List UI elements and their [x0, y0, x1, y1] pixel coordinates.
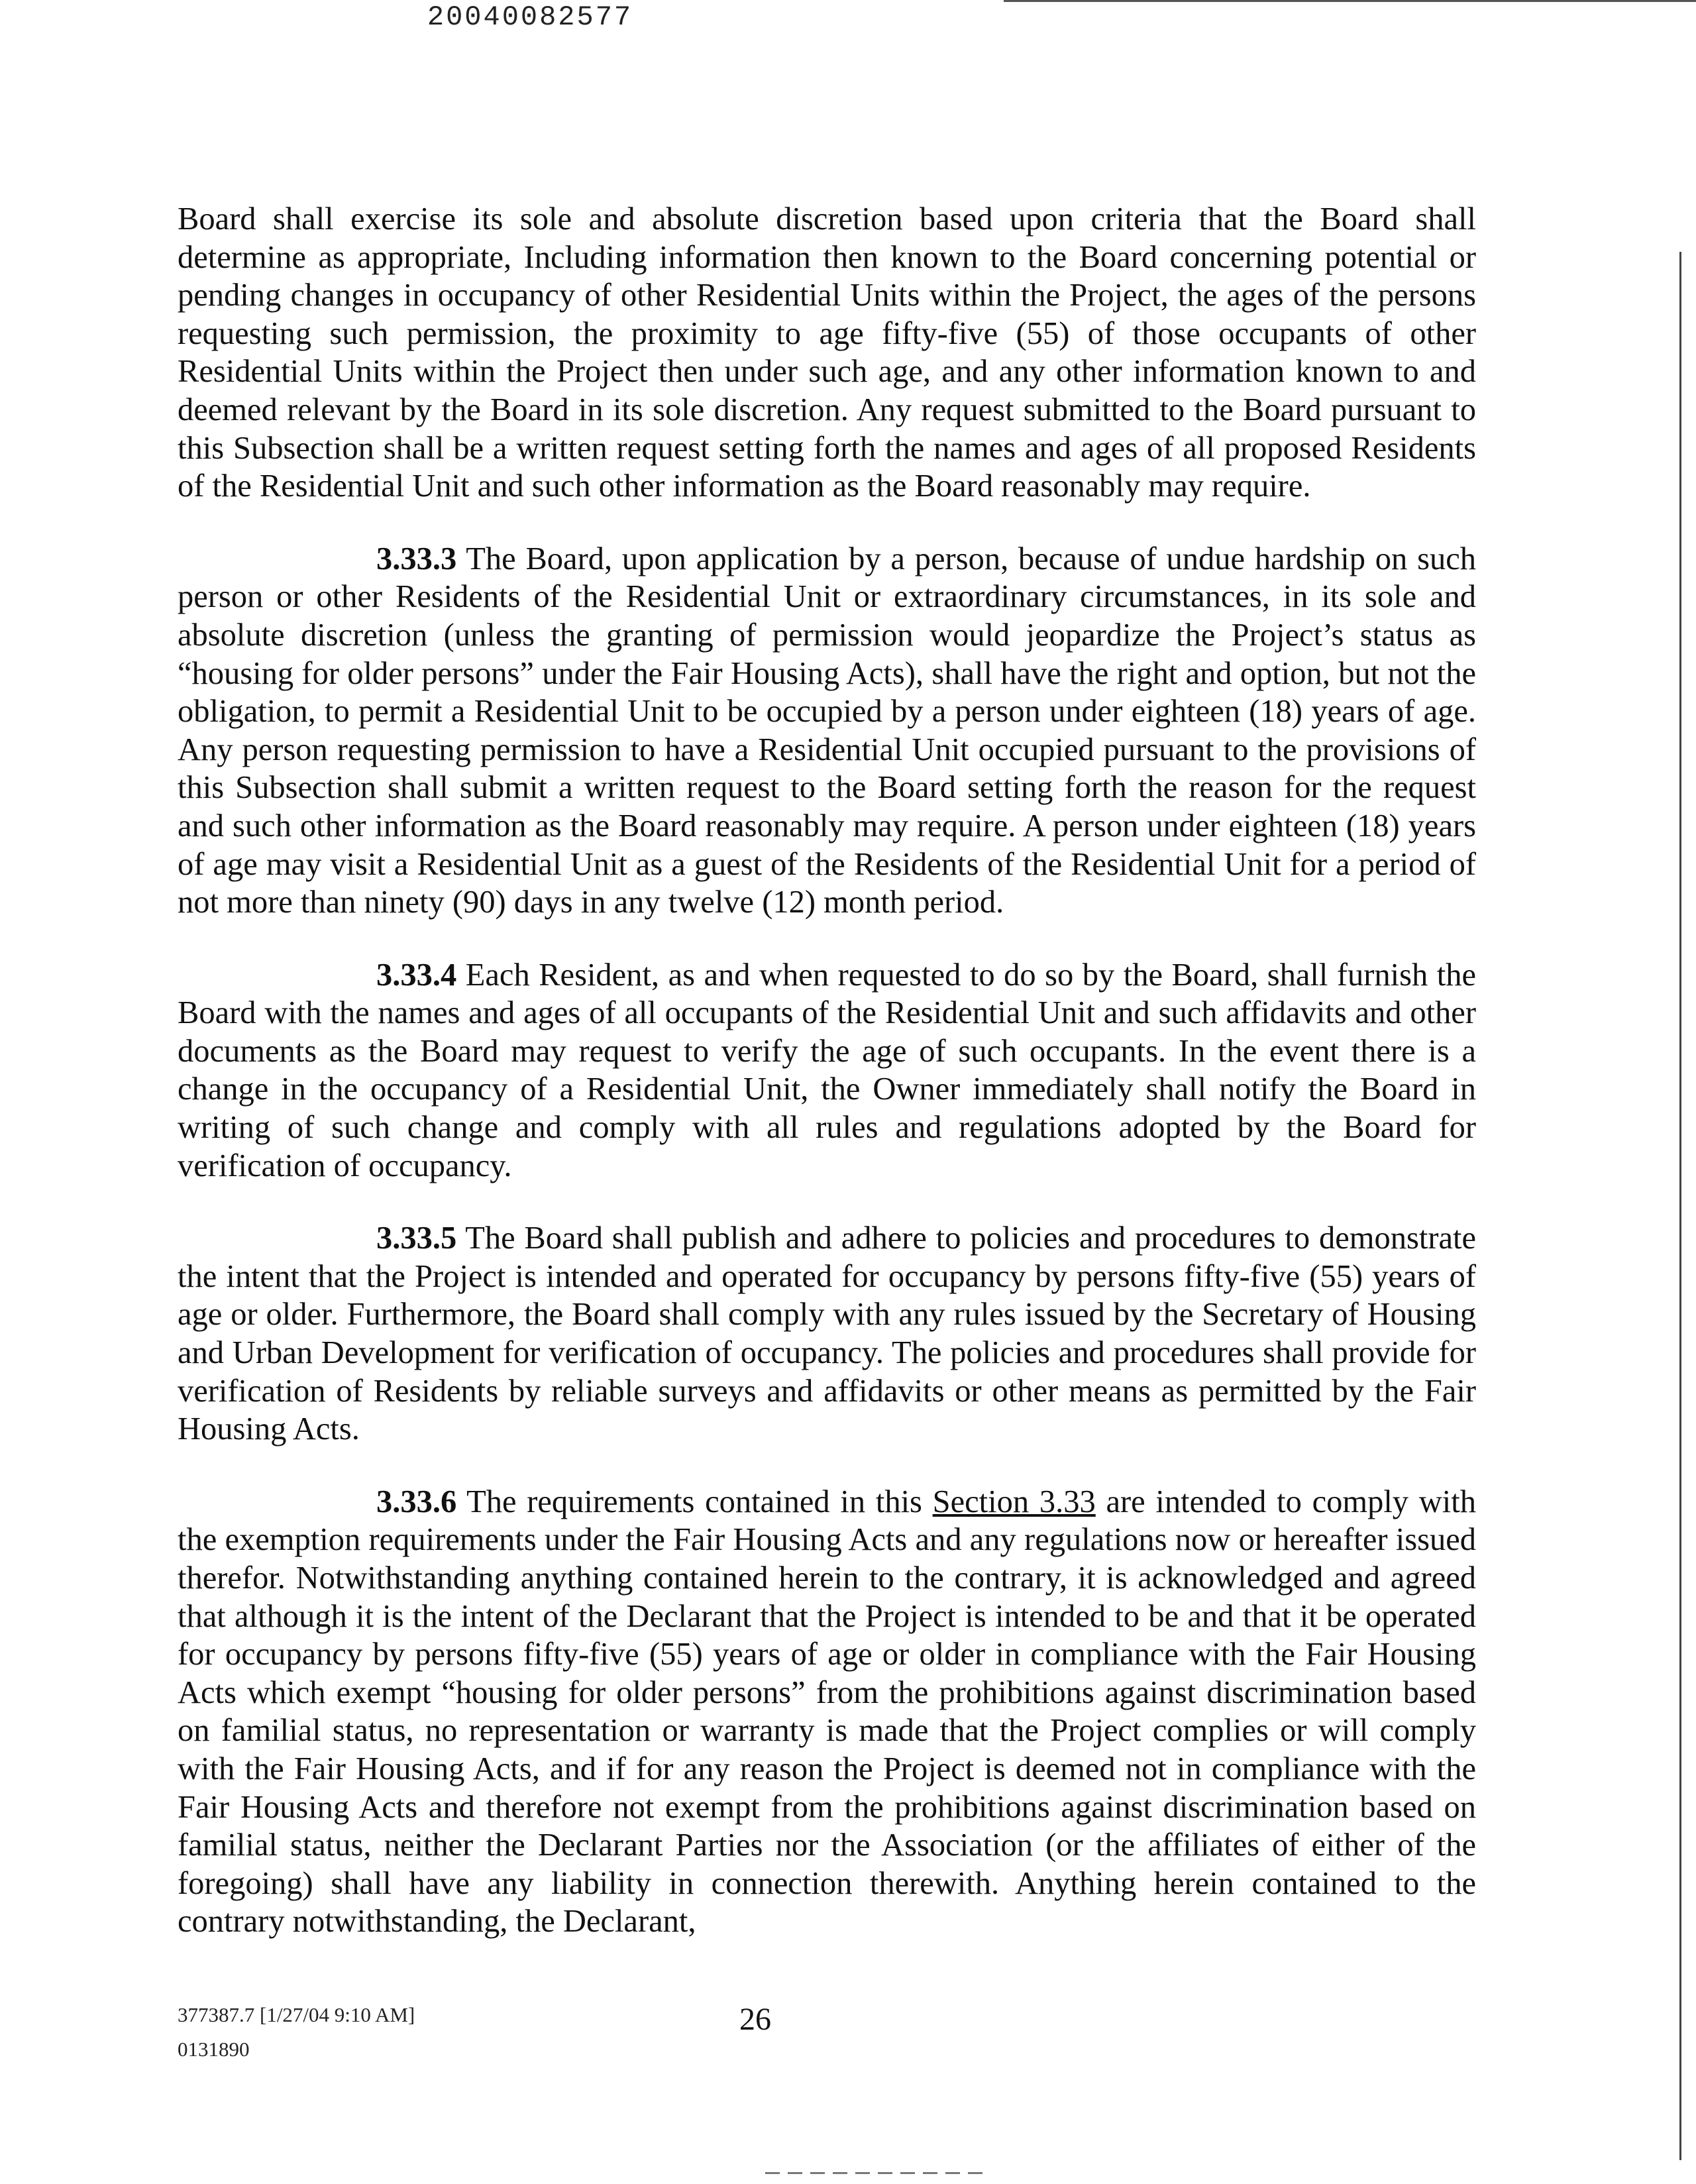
- paragraph-text: The Board shall publish and adhere to policies and procedures to demonstrate the intent that the Project is intended and operated for occupancy by persons fifty-five (55) years of age or older. Furthermore, the Board shall comply with any rules issued by the Secretary of Housing and Urban Development for verification of occupancy. The policies and procedures shall provide for verification of Residents by reliable surveys and affidavits or other means as permitted by the Fair Housing Acts.: [178, 1221, 1476, 1447]
- paragraph-text: The requirements contained in this: [466, 1484, 922, 1519]
- paragraph-text: are intended to comply with the exemption requirements under the Fair Housing Acts and any regulations now or hereafter issued therefor. Notwithstanding anything contained herein to the contrary, it is acknowledged and agreed that although it is the intent of the Declarant that the Project is intended to be and that it be operated for occupancy by persons fifty-five (55) years of age or older in compliance with the Fair Housing Acts which exempt “housing for older persons” from the prohibitions against discrimination based on familial status, no representation or warranty is made that the Project complies or will comply with the Fair Housing Acts, and if for any reason the Project is deemed not in compliance with the Fair Housing Acts and therefore not exempt from the prohibitions against discrimination based on familial status, neither the Declarant Parties nor the Association (or the affiliates of either of the foregoing) shall have any liability in connection therewith. Anything herein contained to the contrary notwithstanding, the Declarant,: [178, 1484, 1477, 1939]
- scan-artifact-line: [765, 2172, 984, 2174]
- footer-identifiers: [178, 1998, 415, 2067]
- footer-doc-id: 377387.7 [1/27/04 9:10 AM]: [178, 2003, 415, 2026]
- paragraph-text: The Board, upon application by a person, because of undue hardship on such person or other Residents of the Residential Unit or extraordinary circumstances, in its sole and absolute discretion (unless the granting of permission would jeopardize the Project’s status as “housing for older persons” under the Fair Housing Acts), shall have the right and option, but not the obligation, to permit a Residential Unit to be occupied by a person under eighteen (18) years of age. Any person requesting permission to have a Residential Unit occupied pursuant to the provisions of this Subsection shall submit a written request to the Board setting forth the reason for the request and such other information as the Board reasonably may require. A person under eighteen (18) years of age may visit a Residential Unit as a guest of the Residents of the Residential Unit for a period of not more than ninety (90) days in any twelve (12) month period.: [178, 541, 1477, 920]
- paragraph-3-33-4: [178, 956, 1476, 1185]
- paragraph-3-33-3: [178, 540, 1476, 922]
- page-number: 26: [739, 2002, 771, 2037]
- section-number: 3.33.4: [376, 957, 457, 993]
- section-number: 3.33.5: [376, 1221, 457, 1256]
- document-number: 20040082577: [427, 1, 633, 33]
- section-number: 3.33.3: [376, 541, 457, 576]
- section-reference: Section 3.33: [932, 1484, 1096, 1519]
- footer-client-id: 0131890: [178, 2038, 250, 2061]
- top-border-line: [1004, 0, 1696, 2]
- section-number: 3.33.6: [376, 1484, 457, 1519]
- right-border-line: [1679, 252, 1681, 2160]
- paragraph-3-33-6: [178, 1483, 1476, 1941]
- body-text: [178, 200, 1476, 1975]
- paragraph-continuation: Board shall exercise its sole and absolute discretion based upon criteria that the Board shall determine as appropriate, Including information then known to the Board concerning potential or pending changes in occupancy of other Residential Units within the Project, the ages of the persons requesting such permission, the proximity to age fifty-five (55) of those occupants of other Residential Units within the Project then under such age, and any other information known to and deemed relevant by the Board in its sole discretion. Any request submitted to the Board pursuant to this Subsection shall be a written request setting forth the names and ages of all proposed Residents of the Residential Unit and such other information as the Board reasonably may require.: [178, 201, 1476, 504]
- paragraph-3-33-5: [178, 1219, 1476, 1448]
- paragraph-text: Each Resident, as and when requested to do so by the Board, shall furnish the Board with the names and ages of all occupants of the Residential Unit and such affidavits and other documents as the Board may request to verify the age of such occupants. In the event there is a change in the occupancy of a Residential Unit, the Owner immediately shall notify the Board in writing of such change and comply with all rules and regulations adopted by the Board for verification of occupancy.: [178, 957, 1476, 1183]
